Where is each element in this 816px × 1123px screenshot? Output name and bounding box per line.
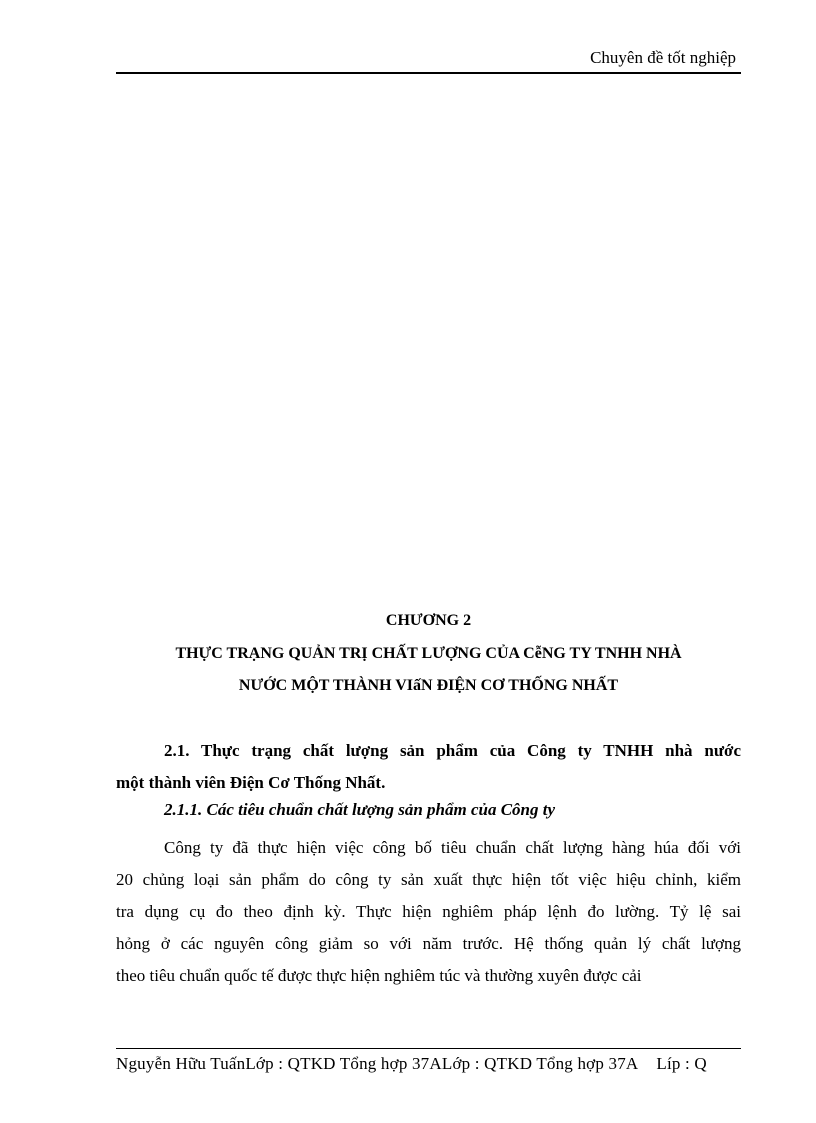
body-line: hỏng ở các nguyên công giảm so với năm trước. Hệ thống quản lý chất lượng [116,934,741,953]
footer-class: Lớp : QTKD Tổng hợp 37A [245,1054,442,1073]
footer-rule [116,1048,741,1049]
body-paragraph [116,832,741,992]
body-line: tra dụng cụ đo theo định kỳ. Thực hiện nghiêm pháp lệnh đo lường. Tỷ lệ sai [116,902,741,921]
footer-author: Nguyễn Hữu Tuấn [116,1054,246,1073]
section-heading-line-1: 2.1. Thực trạng chất lượng sản phẩm của Công ty TNHH nhà nước [164,741,741,760]
footer-class: Lớp : QTKD Tổng hợp 37A [441,1054,639,1073]
body-line: Công ty đã thực hiện việc công bố tiêu chuẩn chất lượng hàng húa đối với [164,838,741,857]
chapter-title-line-2: NƯỚC MỘT THÀNH VIấN ĐIỆN CƠ THỐNG NHẤT [238,677,619,694]
section-heading [116,735,741,799]
header-rule [116,72,741,74]
section-heading-line-2: một thành viên Điện Cơ Thống Nhất. [116,773,386,792]
chapter-number: CHƯƠNG 2 [385,612,472,629]
footer-class: Líp : Q [656,1054,707,1073]
body-line: theo tiêu chuẩn quốc tế được thực hiện nghiêm túc và thường xuyên được cải [116,966,642,985]
page-header-title: Chuyên đề tốt nghiệp [590,48,736,67]
body-line: 20 chủng loại sản phẩm do công ty sản xuất thực hiện tốt việc hiệu chỉnh, kiểm [116,870,741,889]
subsection-heading: 2.1.1. Các tiêu chuẩn chất lượng sản phẩm của Công ty [164,800,556,819]
chapter-title-line-1: THỰC TRẠNG QUẢN TRỊ CHẤT LƯỢNG CỦA CễNG TY TNHH NHÀ [175,645,682,662]
page-footer [116,1054,707,1074]
